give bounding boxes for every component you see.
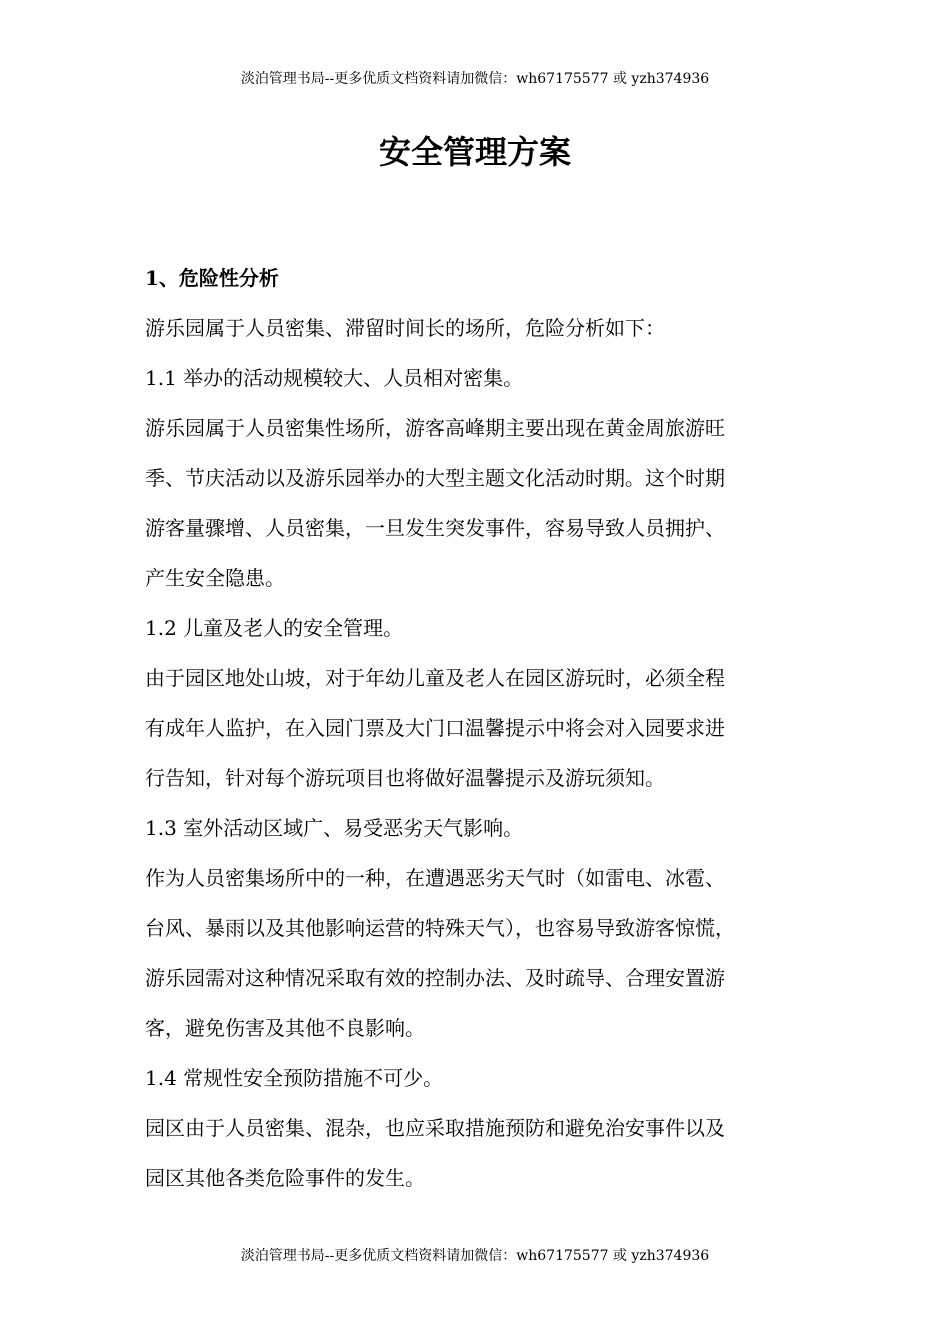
- subsection-heading-1-4: 1.4 常规性安全预防措施不可少。: [145, 1066, 444, 1090]
- subsection-heading-1-2: 1.2 儿童及老人的安全管理。: [145, 616, 404, 640]
- paragraph-line: 由于园区地处山坡，对于年幼儿童及老人在园区游玩时，必须全程: [145, 666, 725, 690]
- paragraph-line: 园区由于人员密集、混杂，也应采取措施预防和避免治安事件以及: [145, 1116, 725, 1140]
- document-body: [145, 253, 825, 1203]
- page-header-note: 淡泊管理书局--更多优质文档资料请加微信：wh67175577 或 yzh374936: [240, 71, 710, 87]
- paragraph-line: 游乐园需对这种情况采取有效的控制办法、及时疏导、合理安置游: [145, 966, 725, 990]
- page-footer-note: 淡泊管理书局--更多优质文档资料请加微信：wh67175577 或 yzh374936: [240, 1248, 710, 1264]
- intro-paragraph: 游乐园属于人员密集、滞留时间长的场所，危险分析如下：: [145, 316, 665, 340]
- paragraph-line: 有成年人监护，在入园门票及大门口温馨提示中将会对入园要求进: [145, 716, 725, 740]
- subsection-heading-1-3: 1.3 室外活动区域广、易受恶劣天气影响。: [145, 816, 524, 840]
- document-title: 安全管理方案: [378, 133, 571, 171]
- paragraph-line: 游乐园属于人员密集性场所，游客高峰期主要出现在黄金周旅游旺: [145, 416, 725, 440]
- paragraph-line: 游客量骤增、人员密集，一旦发生突发事件，容易导致人员拥护、: [145, 516, 725, 540]
- subsection-heading-1-1: 1.1 举办的活动规模较大、人员相对密集。: [145, 366, 524, 390]
- paragraph-line: 行告知，针对每个游玩项目也将做好温馨提示及游玩须知。: [145, 766, 665, 790]
- paragraph-line: 季、节庆活动以及游乐园举办的大型主题文化活动时期。这个时期: [145, 466, 725, 490]
- paragraph-line: 园区其他各类危险事件的发生。: [145, 1166, 425, 1190]
- paragraph-line: 客，避免伤害及其他不良影响。: [145, 1016, 425, 1040]
- paragraph-line: 产生安全隐患。: [145, 566, 285, 590]
- paragraph-line: 作为人员密集场所中的一种，在遭遇恶劣天气时（如雷电、冰雹、: [145, 866, 725, 890]
- paragraph-line: 台风、暴雨以及其他影响运营的特殊天气），也容易导致游客惊慌，: [145, 916, 735, 940]
- section-heading-risk-analysis: 1、危险性分析: [145, 266, 279, 290]
